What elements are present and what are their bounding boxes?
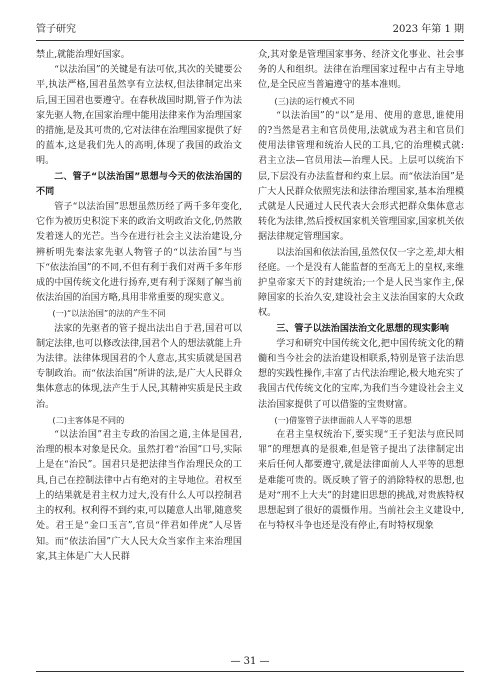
running-header xyxy=(36,22,464,38)
journal-name: 管子研究 xyxy=(36,24,76,35)
paragraph: 以法治国和依法治国,虽然仅仅一字之差,却大相径庭。一个是没有人能监督的至高无上的皇权,来维护皇帝家天下的封建统治;一个是人民当家作主,保障国家的长治久安,建设社会主义法治国家的大众政权。 xyxy=(258,247,464,319)
paragraph: “以法治国”的“以”是用、使用的意思,谁使用的?当然是君主和官员使用,法就成为君主和官员们使用法律管理和统治人民的工具,它的治理模式就:君主立法—官员用法—治理人民。上层可以统治下层,下层没有办法监督和约束上层。而“依法治国”是广大人民群众依照宪法和法律治理国家,基本治理模式就是人民通过人民代表大会形式把群众集体意志转化为法律,然后授权国家机关管理国家,国家机关依据法律规定管理国家。 xyxy=(258,110,464,243)
page-number: — 31 — xyxy=(230,656,270,667)
subsection-heading: (三)法的运行模式不同 xyxy=(274,95,355,106)
paragraph-continued: 众,其对象是管理国家事务、经济文化事业、社会事务的人和组织。法律在治理国家过程中占有主导地位,是全民应当普遍遵守的基本准则。 xyxy=(258,50,464,91)
subsection-heading: (一)借鉴管子法律面前人人平等的思想 xyxy=(274,414,412,425)
header-rule xyxy=(36,40,464,41)
left-column xyxy=(36,48,242,565)
section-heading: 二、管子“以法治国”思想与今天的依法治国的不同 xyxy=(36,171,242,197)
subsection-heading: (一)“以法治国”的法的产生不同 xyxy=(52,308,166,319)
section-heading: 三、管子以法治国法治文化思想的现实影响 xyxy=(276,323,449,334)
paragraph: “以法治国”君主专政的治国之道,主体是国君,治理的根本对象是民众。虽然打着“治国”口号,实际上是在“治民”。国君只是把法律当作治理民众的工具,自己在控制法律中占有绝对的主导地位。君权至上的结果就是君主权力过大,没有什么人可以控制君主的权利。权利得不到约束,可以随意人出罪,随意奖处。君王是“金口玉言”,官员“伴君如伴虎”人尽皆知。而“依法治国”广大人民大众当家作主来治理国家,其主体是广大人民群 xyxy=(36,430,242,562)
paragraph: “以法治国”的关键是有法可依,其次的关键要公平,执法严格,国君虽然享有立法权,但法律制定出来后,国王国君也要遵守。在春秋战国时期,管子作为法家先驱人物,在国家治理中能用法律来作为治理国家的措施,是及其可贵的,它对法律在治理国家提供了好的蓝本,这是我们先人的高明,体现了我国的政治文明。 xyxy=(36,65,242,167)
right-column xyxy=(258,48,464,535)
paragraph: 管子“以法治国”思想虽然历经了两千多年变化,它作为被历史积淀下来的政治文明政治文化,仍然散发着迷人的光芒。当今在进行社会主义法治建设,分辨析明先秦法家先驱人物管子的“以法治国”与当下“依法治国”的不同,不但有利于我们对两千多年形成的中国传统文化进行扬弃,更有利于深刻了解当前依法治国的治国方略,具用非常重要的现实意义。 xyxy=(36,202,242,304)
issue-label: 2023 年第 1 期 xyxy=(392,24,464,35)
paragraph-continued: 禁止,就能治理好国家。 xyxy=(36,50,130,60)
paragraph: 学习和研究中国传统文化,把中国传统文化的精髓和当今社会的法治建设相联系,特别是管子法治思想的实践性操作,丰富了古代法治理论,极大地充实了我国古代传统文化的宝库,为我们当今建设社会主义法治国家提供了可以借鉴的宝贵财富。 xyxy=(258,338,464,410)
paragraph: 在君主皇权统治下,要实现“王子犯法与庶民同罪”的理想真的是很难,但是管子提出了法律制定出来后任何人都要遵守,就是法律面前人人平等的思想是难能可贵的。既反映了管子的消除特权的思想,也是对“刑不上大夫”的封建旧思想的挑战,对贵族特权思想起到了很好的震慑作用。当前社会主义建设中,在与特权斗争也还是没有停止,有时特权现象 xyxy=(258,430,464,532)
footer-rule xyxy=(36,671,464,672)
subsection-heading: (二)主客体是不同的 xyxy=(52,414,125,425)
paragraph: 法家的先驱者的管子提出法出自于君,国君可以制定法律,也可以修改法律,国君个人的想法就能上升为法律。法律体现国君的个人意志,其实质就是国君专制政治。而“依法治国”所讲的法,是广大人民群众集体意志的体现,法产生于人民,其精神实质是民主政治。 xyxy=(36,323,242,410)
